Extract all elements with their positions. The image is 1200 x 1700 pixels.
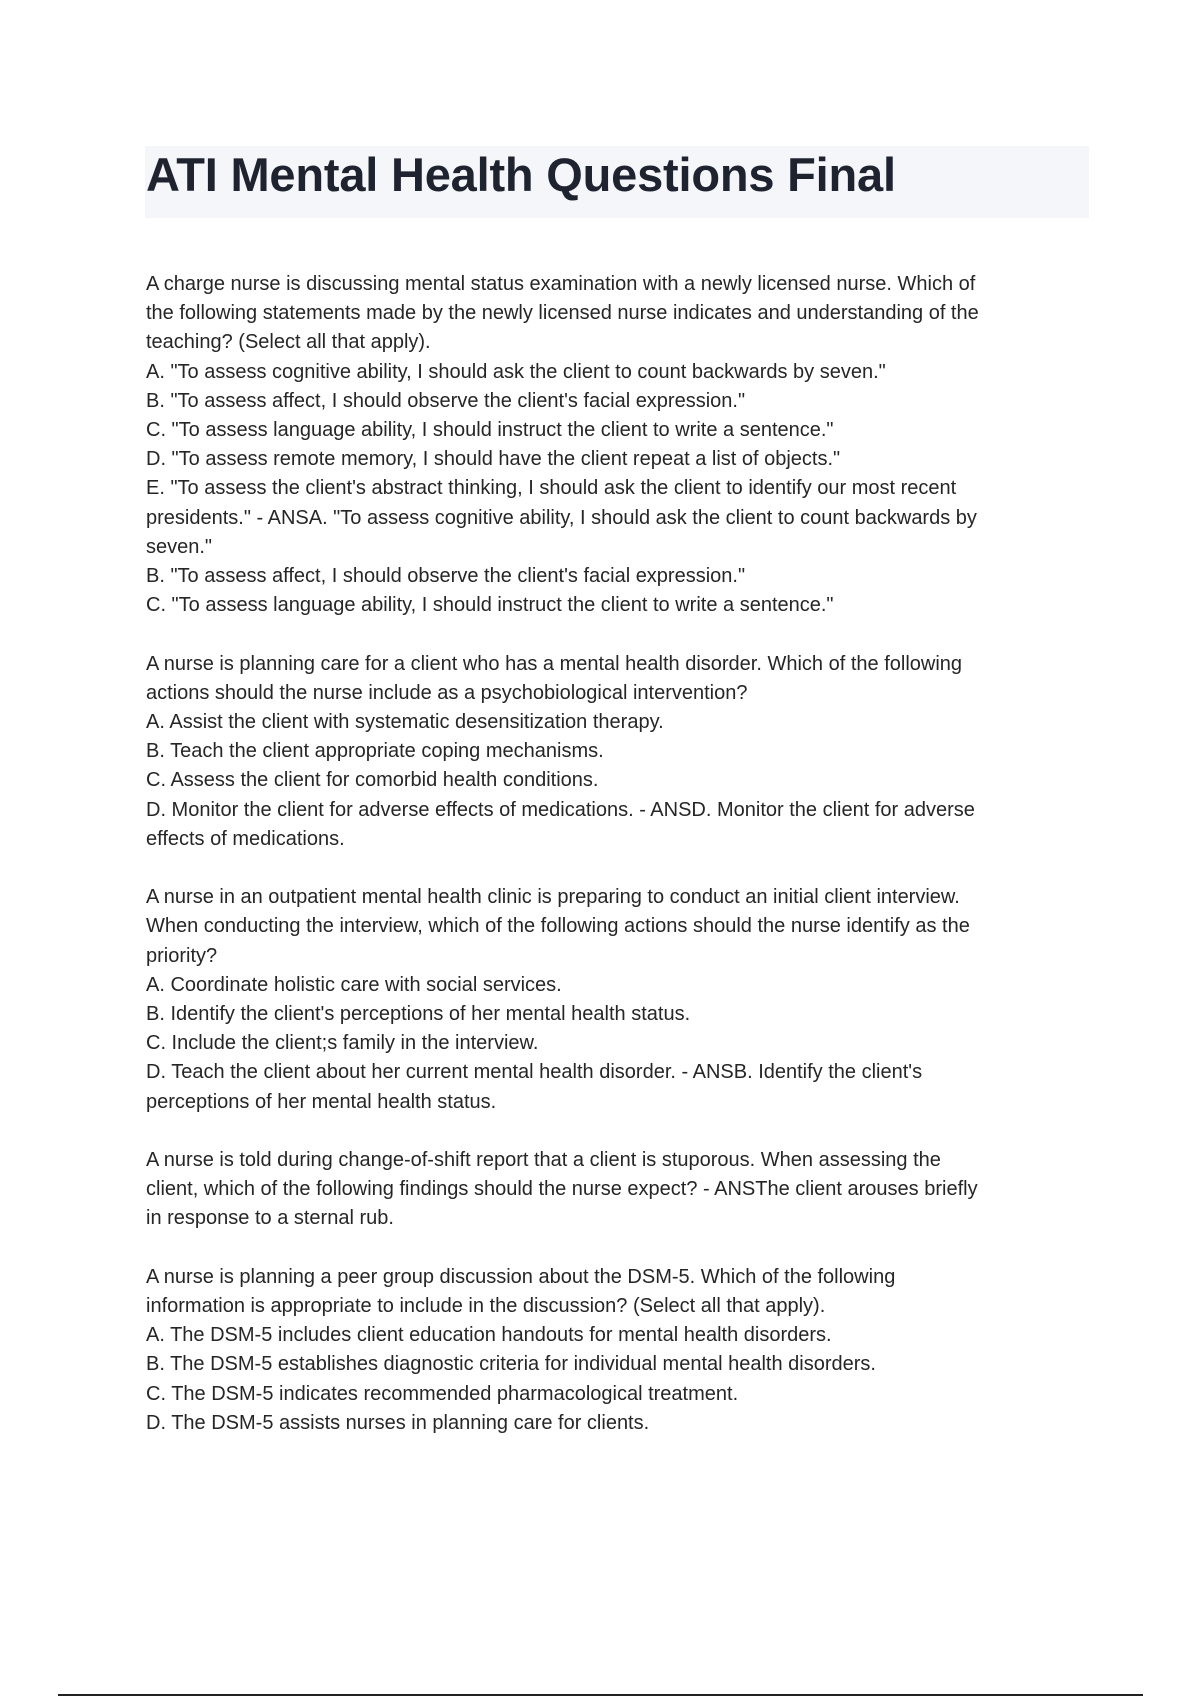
question-1-line: the following statements made by the newly licensed nurse indicates and understanding of the xyxy=(146,302,979,325)
question-2-answer: effects of medications. xyxy=(146,827,345,850)
question-2-line: actions should the nurse include as a psychobiological intervention? xyxy=(146,681,748,704)
question-1-line: teaching? (Select all that apply). xyxy=(146,331,431,354)
question-1-answer: presidents." - ANSA. "To assess cognitive ability, I should ask the client to count backwards by xyxy=(146,506,977,529)
question-3-line: priority? xyxy=(146,944,218,967)
question-block-1 xyxy=(146,270,1086,620)
question-1-line: A charge nurse is discussing mental status examination with a newly licensed nurse. Which of xyxy=(146,273,976,295)
question-4-answer: in response to a sternal rub. xyxy=(146,1207,394,1230)
question-1-option: B. "To assess affect, I should observe the client's facial expression." xyxy=(146,389,746,412)
question-2-option: C. Assess the client for comorbid health conditions. xyxy=(146,769,599,792)
page-footer-rule xyxy=(58,1694,1143,1696)
question-1-option: D. "To assess remote memory, I should have the client repeat a list of objects." xyxy=(146,448,841,471)
question-1-option: E. "To assess the client's abstract thinking, I should ask the client to identify our most recent xyxy=(146,477,957,500)
question-3-line: When conducting the interview, which of the following actions should the nurse identify as the xyxy=(146,915,970,938)
question-2-option: D. Monitor the client for adverse effects of medications. - ANSD. Monitor the client for adverse xyxy=(146,798,975,821)
question-3-option: A. Coordinate holistic care with social services. xyxy=(146,973,562,996)
question-1-option: C. "To assess language ability, I should instruct the client to write a sentence." xyxy=(146,419,834,442)
question-5-option: B. The DSM-5 establishes diagnostic criteria for individual mental health disorders. xyxy=(146,1353,876,1376)
question-block-4 xyxy=(146,1146,1086,1234)
question-5-option: A. The DSM-5 includes client education handouts for mental health disorders. xyxy=(146,1324,832,1347)
question-2-option: A. Assist the client with systematic desensitization therapy. xyxy=(146,711,664,734)
question-5-line: information is appropriate to include in the discussion? (Select all that apply). xyxy=(146,1295,826,1318)
question-2-line: A nurse is planning care for a client who has a mental health disorder. Which of the following xyxy=(146,652,963,675)
question-3-line: A nurse in an outpatient mental health clinic is preparing to conduct an initial client interview. xyxy=(146,886,960,909)
question-1-option: A. "To assess cognitive ability, I should ask the client to count backwards by seven." xyxy=(146,360,886,383)
question-block-2 xyxy=(146,650,1086,854)
question-1-answer: C. "To assess language ability, I should instruct the client to write a sentence." xyxy=(146,594,834,617)
question-4-line: A nurse is told during change-of-shift report that a client is stuporous. When assessing the xyxy=(146,1149,941,1172)
question-5-line: A nurse is planning a peer group discussion about the DSM-5. Which of the following xyxy=(146,1265,896,1288)
question-3-option: D. Teach the client about her current mental health disorder. - ANSB. Identify the client's xyxy=(146,1061,923,1084)
question-4-line: client, which of the following findings should the nurse expect? - ANSThe client arouses briefly xyxy=(146,1178,978,1201)
question-2-option: B. Teach the client appropriate coping mechanisms. xyxy=(146,740,604,763)
question-5-option: C. The DSM-5 indicates recommended pharmacological treatment. xyxy=(146,1382,739,1405)
question-5-option: D. The DSM-5 assists nurses in planning care for clients. xyxy=(146,1411,650,1434)
question-3-option: B. Identify the client's perceptions of her mental health status. xyxy=(146,1003,691,1026)
question-3-option: C. Include the client;s family in the interview. xyxy=(146,1032,539,1055)
question-3-answer: perceptions of her mental health status. xyxy=(146,1090,497,1113)
document-title: ATI Mental Health Questions Final xyxy=(146,148,896,201)
question-block-5 xyxy=(146,1263,1086,1438)
document-body xyxy=(146,270,1086,1467)
question-block-3 xyxy=(146,883,1086,1117)
question-1-answer: B. "To assess affect, I should observe the client's facial expression." xyxy=(146,565,746,588)
question-1-answer: seven." xyxy=(146,535,213,558)
